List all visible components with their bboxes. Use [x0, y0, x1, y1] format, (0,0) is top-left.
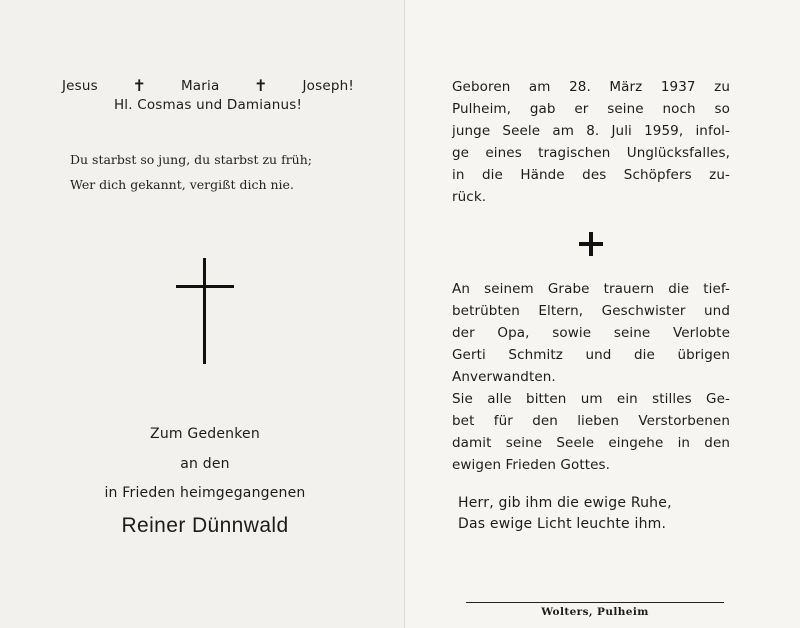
mourners-line: Sie alle bitten um ein stilles Ge- [452, 391, 730, 407]
mourners-line: damit seine Seele eingehe in den [452, 435, 730, 451]
biography-line: junge Seele am 8. Juli 1959, infol- [452, 123, 730, 139]
mourners-line: An seinem Grabe trauern die tief- [452, 281, 730, 297]
verse-line-1: Du starbst so jung, du starbst zu früh; [70, 152, 312, 167]
biography-line: Pulheim, gab er seine noch so [452, 101, 730, 117]
saints-invocation: Hl. Cosmas und Damianus! [113, 97, 303, 113]
mourners-paragraph [452, 278, 730, 476]
printer-rule [466, 602, 724, 603]
mourners-line: der Opa, sowie seine Verlobte [452, 325, 730, 341]
biography-paragraph [452, 76, 730, 208]
cross-icon [579, 232, 603, 256]
mourners-line: betrübten Eltern, Geschwister und [452, 303, 730, 319]
small-cross-icon: ✝ [132, 76, 147, 95]
prayer-line-2: Das ewige Licht leuchte ihm. [458, 516, 667, 532]
mourners-line: ewigen Frieden Gottes. [452, 457, 611, 473]
prayer-line-1: Herr, gib ihm die ewige Ruhe, [458, 495, 672, 511]
memorial-line-2: an den [180, 456, 230, 472]
biography-line: ge eines tragischen Unglücksfalles, [452, 145, 730, 161]
latin-cross-icon [176, 258, 234, 364]
small-cross-icon: ✝ [254, 76, 268, 95]
deceased-name: Reiner Dünnwald [121, 514, 289, 537]
mourners-line: Gerti Schmitz und die übrigen [452, 347, 730, 363]
mourners-line: bet für den lieben Verstorbenen [452, 413, 730, 429]
biography-line: in die Hände des Schöpfers zu- [452, 167, 730, 183]
verse-line-2: Wer dich gekannt, vergißt dich nie. [70, 177, 294, 192]
invocation-line [62, 76, 354, 95]
biography-line: rück. [452, 189, 487, 205]
memorial-line-3: in Frieden heimgegangenen [104, 485, 306, 501]
mourners-line: Anverwandten. [452, 369, 556, 385]
invocation-maria: Maria [180, 77, 220, 94]
printer-imprint: Wolters, Pulheim [541, 606, 649, 618]
biography-line: Geboren am 28. März 1937 zu [452, 79, 730, 95]
invocation-joseph: Joseph! [302, 77, 354, 94]
invocation-jesus: Jesus [62, 77, 98, 94]
memorial-line-1: Zum Gedenken [150, 426, 260, 442]
